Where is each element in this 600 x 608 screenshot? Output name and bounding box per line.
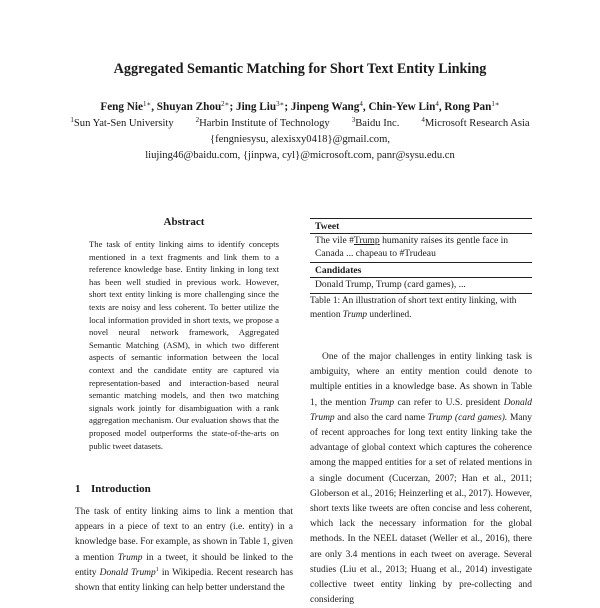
- author-mark: 3∗: [276, 100, 285, 108]
- affiliation-name: Sun Yat-Sen University: [73, 118, 174, 129]
- body-text-3: and also the card name: [334, 412, 428, 423]
- author-name: Feng Nie: [100, 101, 143, 113]
- body-mention-2: Donald Trump: [310, 397, 532, 423]
- author-mark: 2∗: [221, 100, 230, 108]
- tweet-text-pre: The vile #: [315, 235, 354, 246]
- caption-text-post: underlined.: [367, 310, 412, 320]
- section-heading-introduction: [75, 482, 151, 496]
- intro-mention: Trump: [117, 552, 143, 563]
- section-title: Introduction: [91, 483, 151, 495]
- author-mark: 4: [359, 100, 363, 108]
- body-paragraph-right: [310, 350, 532, 608]
- affiliation-number: 1: [70, 116, 74, 124]
- author-name: Chin-Yew Lin: [368, 101, 436, 113]
- affiliation-name: Baidu Inc.: [355, 118, 400, 129]
- author-separator: ,: [362, 101, 369, 113]
- affiliation-name: Harbin Institute of Technology: [199, 118, 330, 129]
- tweet-text-post: humanity raises its gentle face in Canada ... chapeau to #Trudeau: [315, 235, 509, 259]
- abstract-text: The task of entity linking aims to identify concepts mentioned in a text fragments and link them to a reference knowledge base. Entity linking in long text has been well studied in previous work. However, short text entity linking is more challenging since the texts are noisy and less coherent. To better utilize the local information provided in short texts, we propose a novel neural network framework, Aggregated Semantic Matching (ASM), in which two different aspects of semantic information between the local context and the candidate entity are captured via representation-based and interaction-based neural semantic matching models, and then two matching signals work jointly for disambiguation with a rank aggregation mechanism. Our evaluation shows that the proposed model outperforms the state-of-the-arts on public tweet datasets.: [89, 239, 279, 451]
- author-mark: 4: [435, 100, 439, 108]
- affiliation-name: Microsoft Research Asia: [424, 118, 530, 129]
- author-name: Shuyan Zhou: [156, 101, 222, 113]
- intro-text-b: in a tweet, it should be linked to the entity: [75, 552, 293, 578]
- author-separator: ;: [284, 101, 291, 113]
- introduction-paragraph: [75, 505, 293, 596]
- abstract-heading: Abstract: [163, 216, 205, 228]
- intro-text-a: The task of entity linking aims to link a mention that appears in a piece of text to an entry (i.e. entity) in a knowledge base. For example, as shown in Table 1, given a mention: [75, 507, 293, 563]
- email-line-2: liujing46@baidu.com, {jinpwa, cyl}@microsoft.com, panr@sysu.edu.cn: [145, 150, 455, 161]
- body-text-4: Many of recent approaches for long text entity linking take the advantage of global context which captures the coherence among the mapped entities for a set of related mentions in a single document (Cucerzan, 2007; Han et al., 2011; Globerson et al., 2016; Heinzerling et al., 2017). However, short texts like tweets are often concise and less coherent, which lack the necessary information for the global methods. In the NEEL dataset (Weller et al., 2016), there are only 3.4 mentions in each tweet on average. Several studies (Liu et al., 2013; Huang et al., 2014) investigate collective tweet entity linking by pre-collecting and considering: [310, 412, 532, 606]
- affiliation-number: 3: [351, 116, 356, 124]
- author-name: Jing Liu: [235, 101, 277, 113]
- tweet-cell: [310, 233, 532, 262]
- tweet-header: Tweet: [315, 221, 340, 232]
- author-name: Jinpeng Wang: [290, 101, 360, 113]
- author-separator: ,: [438, 101, 445, 113]
- candidates-cell: Donald Trump, Trump (card games), ...: [310, 277, 532, 293]
- author-mark: 1∗: [142, 100, 152, 108]
- body-text-1: One of the major challenges in entity linking task is ambiguity, where an entity mention could denote to multiple entities in a knowledge base. As shown in Table 1, the mention: [310, 352, 532, 408]
- intro-entity: Donald Trump: [99, 567, 156, 578]
- author-separator: ;: [229, 101, 236, 113]
- author-list: [0, 100, 600, 115]
- affiliation-number: 4: [421, 116, 425, 124]
- body-mention-1: Trump: [369, 397, 395, 408]
- body-text-2: can refer to U.S. president: [394, 397, 504, 408]
- candidates-header: Candidates: [310, 262, 532, 277]
- caption-mention: Trump: [342, 310, 368, 320]
- section-number: 1: [75, 483, 81, 495]
- author-name: Rong Pan: [444, 101, 492, 113]
- body-mention-3: Trump (card games).: [427, 412, 508, 423]
- intro-text-c: in Wikipedia. Recent research has shown that entity linking can help better understand the: [75, 567, 293, 594]
- author-separator: ,: [151, 101, 157, 113]
- footnote-mark: 1: [155, 566, 159, 573]
- paper-title: Aggregated Semantic Matching for Short Text Entity Linking: [113, 61, 487, 77]
- affiliation-number: 2: [195, 116, 200, 124]
- author-mark: 1∗: [491, 100, 500, 108]
- table-1: [310, 218, 532, 294]
- email-line-1: {fengniesysu, alexisxy0418}@gmail.com,: [210, 134, 390, 145]
- caption-text-pre: Table 1: An illustration of short text entity linking, with mention: [310, 296, 517, 320]
- tweet-mention: Trump: [353, 235, 380, 246]
- table-1-caption: [310, 294, 532, 322]
- affiliation-list: [0, 116, 600, 131]
